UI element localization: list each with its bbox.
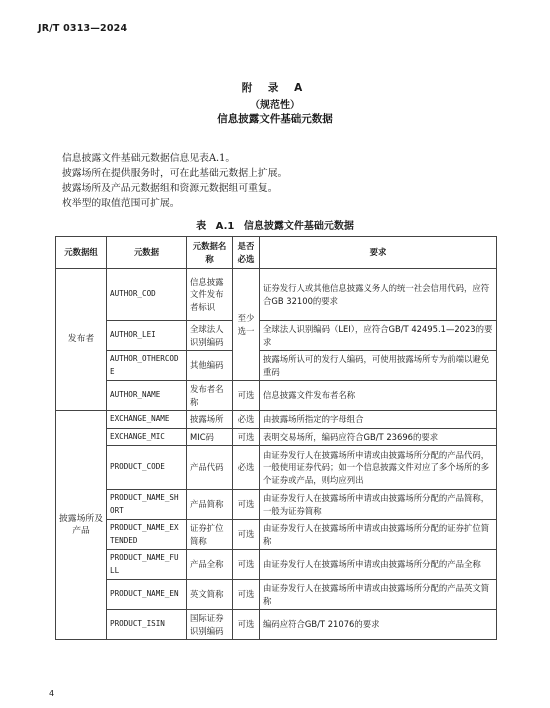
required-flag: 必选 (233, 411, 260, 429)
paragraph: 信息披露文件基础元数据信息见表A.1。 (62, 153, 236, 164)
table-row (56, 550, 497, 580)
element-code: PRODUCT_NAME_EXTENDED (107, 520, 187, 550)
table-row (56, 610, 497, 640)
table-row (56, 520, 497, 550)
element-name: 国际证券识别编码 (187, 610, 233, 640)
table-row (56, 428, 497, 446)
table-row (56, 490, 497, 520)
required-flag: 可选 (233, 520, 260, 550)
required-flag: 可选 (233, 428, 260, 446)
table-row (56, 351, 497, 381)
header-cell: 是否必选 (233, 237, 260, 269)
element-name: 证券扩位简称 (187, 520, 233, 550)
element-requirement: 由证券发行人在披露场所申请或由披露场所分配的产品英文简称 (260, 580, 497, 610)
element-code: PRODUCT_NAME_EN (107, 580, 187, 610)
required-flag: 可选 (233, 490, 260, 520)
element-code: PRODUCT_CODE (107, 446, 187, 490)
annex-type: （规范性） (250, 100, 300, 111)
element-code: PRODUCT_ISIN (107, 610, 187, 640)
page-number: 4 (49, 689, 55, 698)
element-name: MIC码 (187, 428, 233, 446)
element-requirement: 由证券发行人在披露场所申请或由披露场所分配的证券扩位简称 (260, 520, 497, 550)
element-requirement: 信息披露文件发布者名称 (260, 381, 497, 411)
element-code: AUTHOR_COD (107, 269, 187, 321)
required-flag: 可选 (233, 381, 260, 411)
element-code: AUTHOR_OTHERCODE (107, 351, 187, 381)
paragraph: 披露场所在提供服务时，可在此基础元数据上扩展。 (62, 168, 288, 179)
element-requirement: 表明交易场所，编码应符合GB/T 23696的要求 (260, 428, 497, 446)
element-code: PRODUCT_NAME_SHORT (107, 490, 187, 520)
element-requirement: 由证券发行人在披露场所申请或由披露场所分配的产品简称，一般为证券简称 (260, 490, 497, 520)
required-flag: 可选 (233, 610, 260, 640)
metadata-table (55, 236, 497, 640)
required-flag: 可选 (233, 550, 260, 580)
element-requirement: 全球法人识别编码（LEI），应符合GB/T 42495.1—2023的要求 (260, 321, 497, 351)
table-row (56, 446, 497, 490)
annex-title: 附 录 A (241, 82, 309, 94)
element-name: 其他编码 (187, 351, 233, 381)
table-row (56, 269, 497, 321)
paragraph: 披露场所及产品元数据组和资源元数据组可重复。 (62, 183, 278, 194)
paragraph: 枚举型的取值范围可扩展。 (62, 198, 180, 209)
table-header-row (56, 237, 497, 269)
required-flag: 可选 (233, 580, 260, 610)
element-name: 产品简称 (187, 490, 233, 520)
table-row (56, 580, 497, 610)
table-row (56, 411, 497, 429)
element-requirement: 编码应符合GB/T 21076的要求 (260, 610, 497, 640)
element-requirement: 由披露场所指定的字母组合 (260, 411, 497, 429)
element-requirement: 由证券发行人在披露场所申请或由披露场所分配的产品代码，一般使用证券代码；如一个信息披露文件对应了多个场所的多个证券或产品，则均应列出 (260, 446, 497, 490)
element-code: PRODUCT_NAME_FULL (107, 550, 187, 580)
element-name: 产品全称 (187, 550, 233, 580)
required-flag: 至少选一 (233, 269, 260, 381)
element-code: AUTHOR_LEI (107, 321, 187, 351)
header-cell: 元数据 (107, 237, 187, 269)
element-code: EXCHANGE_MIC (107, 428, 187, 446)
table-row (56, 321, 497, 351)
element-requirement: 证券发行人或其他信息披露义务人的统一社会信用代码，应符合GB 32100的要求 (260, 269, 497, 321)
element-requirement: 披露场所认可的发行人编码，可使用披露场所专为前端以避免重码 (260, 351, 497, 381)
element-code: EXCHANGE_NAME (107, 411, 187, 429)
element-requirement: 由证券发行人在披露场所申请或由披露场所分配的产品全称 (260, 550, 497, 580)
element-code: AUTHOR_NAME (107, 381, 187, 411)
annex-name: 信息披露文件基础元数据 (217, 113, 333, 125)
group-name: 披露场所及产品 (56, 411, 107, 640)
table-caption: 表 A.1 信息披露文件基础元数据 (196, 221, 354, 232)
header-cell: 要求 (260, 237, 497, 269)
element-name: 英文简称 (187, 580, 233, 610)
header-cell: 元数据组 (56, 237, 107, 269)
required-flag: 必选 (233, 446, 260, 490)
element-name: 信息披露文件发布者标识 (187, 269, 233, 321)
group-name: 发布者 (56, 269, 107, 411)
element-name: 全球法人识别编码 (187, 321, 233, 351)
header-cell: 元数据名称 (187, 237, 233, 269)
document-code: JR/T 0313—2024 (38, 23, 128, 34)
table-row (56, 381, 497, 411)
element-name: 产品代码 (187, 446, 233, 490)
element-name: 披露场所 (187, 411, 233, 429)
element-name: 发布者名称 (187, 381, 233, 411)
